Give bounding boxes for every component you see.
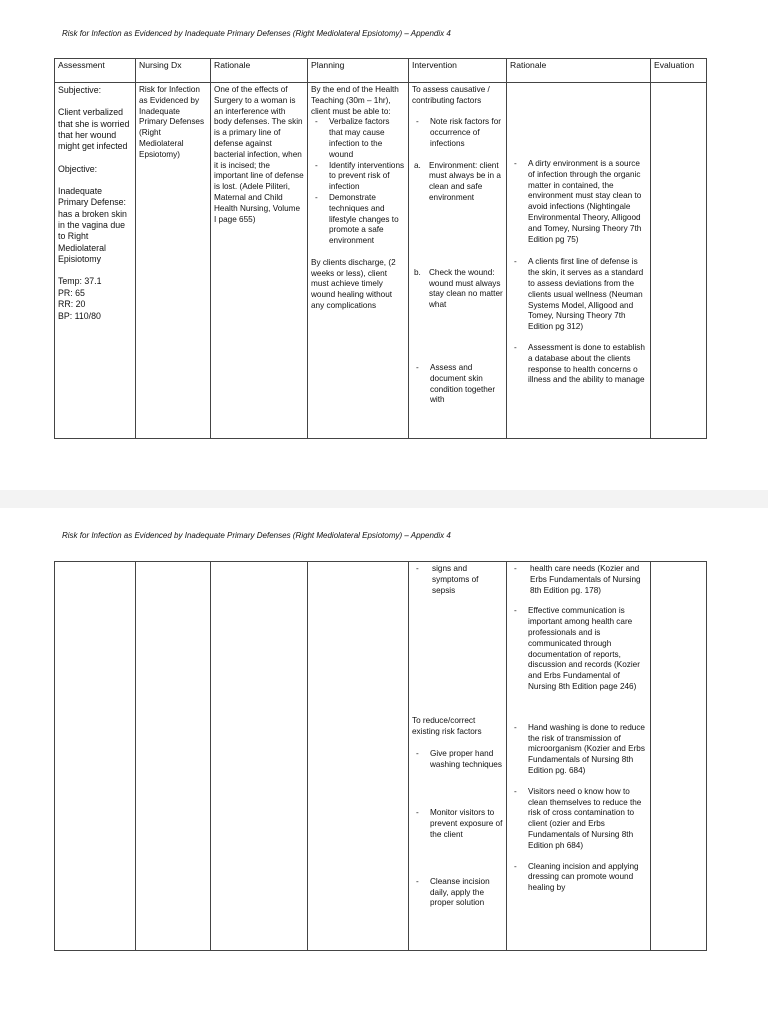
header-evaluation: Evaluation [651,59,707,83]
table-row [55,562,707,951]
list-item-continued: - signs and symptoms of sepsis [412,564,503,596]
intervention-heading: To reduce/correct existing risk factors [412,716,482,737]
item-text: Check the wound: wound must always stay clean no matter what [429,267,503,310]
header-nursing-dx: Nursing Dx [136,59,211,83]
table-row [55,83,707,439]
list-item-continued: - health care needs (Kozier and Erbs Fundamentals of Nursing 8th Edition pg. 178) [510,564,647,596]
rationale-cell [507,562,651,951]
list-item: - Cleanse incision daily, apply the proper solution [412,877,503,909]
rationale-cell [507,83,651,439]
evaluation-cell [651,562,707,951]
planning-intro: By the end of the Health Teaching (30m – 1hr), client must be able to: [311,85,399,116]
list-item: - A dirty environment is a source of infection through the organic matter in contained, the environment must stay clean to avoid infections (Nightingale Environmental Theory, Alligood and Tomey, Nursing Theory 7th Edition pg 75) [510,159,647,245]
intervention-list [412,564,503,596]
header-rationale: Rationale [211,59,308,83]
list-item: - Effective communication is important among health care professionals and is communicated through documentation of reports, discussion and records (Kozier and Erbs Fundamental of Nursing 8th Edition page 246) [510,606,647,692]
evaluation-cell [651,83,707,439]
intervention-list [412,117,503,149]
nursing-care-plan-table-continued [54,561,707,951]
planning-cell [308,562,409,951]
dx-rationale-cell [211,83,308,439]
objective-label: Objective: [58,163,98,174]
list-item: - Visitors need o know how to clean themselves to reduce the risk of cross contamination to client (ozier and Erbs Fundamentals of Nursing 8th Edition ph 684) [510,787,647,852]
list-item: - A clients first line of defense is the skin, it serves as a standard to assess deviations from the clients usual wellness (Neuman Systems Model, Alligood and Tomey, Nursing Theory 7th Edition pg 312) [510,257,647,333]
assessment-cell [55,83,136,439]
rationale-list [510,564,647,894]
list-item: - Give proper hand washing techniques [412,749,503,771]
item-marker: a. [414,160,421,170]
rationale-list [510,159,647,386]
subjective-label: Subjective: [58,85,102,95]
list-item: - Assessment is done to establish a database about the clients response to health concerns o illness and the ability to manage [510,343,647,386]
objective-text: Inadequate Primary Defense: has a broken skin in the vagina due to Right Mediolateral Episiotomy [58,185,127,265]
list-item: - Verbalize factors that may cause infection to the wound [311,117,405,160]
list-item: - Hand washing is done to reduce the risk of transmission of microorganism (Kozier and Erbs Fundamentals of Nursing 8th Edition pg. 684) [510,723,647,777]
dx-rationale-text: One of the effects of Surgery to a woman is an interference with body defenses. The skin is a primary line of defense against bacterial infection, when it is incised; the important line of defense is lost. (Adele Piliteri, Maternal and Child Health Nursing, Volume I page 655) [214,85,304,224]
page-1 [0,0,768,490]
page-title: Risk for Infection as Evidenced by Inadequate Primary Defenses (Right Mediolateral Epsiotomy) – Appendix 4 [62,531,451,540]
header-row [55,59,707,83]
subjective-text: Client verbalized that she is worried that her wound might get infected [58,107,130,152]
dx-rationale-cell [211,562,308,951]
page-2 [0,508,768,1024]
header-intervention: Intervention [409,59,507,83]
item-marker: b. [414,267,421,277]
vital-pr: PR: 65 [58,287,85,298]
intervention-cell [409,562,507,951]
page-title: Risk for Infection as Evidenced by Inadequate Primary Defenses (Right Mediolateral Epsiotomy) – Appendix 4 [62,29,451,38]
list-item: - Identify interventions to prevent risk of infection [311,161,405,193]
list-item: - Assess and document skin condition together with [412,363,503,406]
planning-outro: By clients discharge, (2 weeks or less), client must achieve timely wound healing without any complications [311,257,396,310]
planning-cell [308,83,409,439]
nursing-dx-text: Risk for Infection as Evidenced by Inadequate Primary Defenses (Right Mediolateral Epsiotomy) [139,85,205,159]
intervention-list [412,363,503,406]
item-text: Environment: client must always be in a clean and safe environment [429,160,501,202]
vital-bp: BP: 110/80 [58,310,101,321]
assessment-cell [55,562,136,951]
intervention-list [412,749,503,909]
intervention-item-a [412,161,503,204]
header-planning: Planning [308,59,409,83]
intervention-cell [409,83,507,439]
list-item: - Cleaning incision and applying dressing can promote wound healing by [510,862,647,894]
planning-list [311,117,405,247]
list-item: - Note risk factors for occurrence of infections [412,117,503,149]
intervention-heading: To assess causative / contributing factors [412,85,490,105]
list-item: - Monitor visitors to prevent exposure of the client [412,808,503,840]
list-item: - Demonstrate techniques and lifestyle changes to promote a safe environment [311,193,405,247]
intervention-item-b [412,268,503,311]
nursing-dx-cell [136,562,211,951]
vital-rr: RR: 20 [58,299,86,310]
vital-temp: Temp: 37.1 [58,276,102,287]
nursing-dx-cell [136,83,211,439]
nursing-care-plan-table [54,58,707,439]
header-rationale-2: Rationale [507,59,651,83]
header-assessment: Assessment [55,59,136,83]
